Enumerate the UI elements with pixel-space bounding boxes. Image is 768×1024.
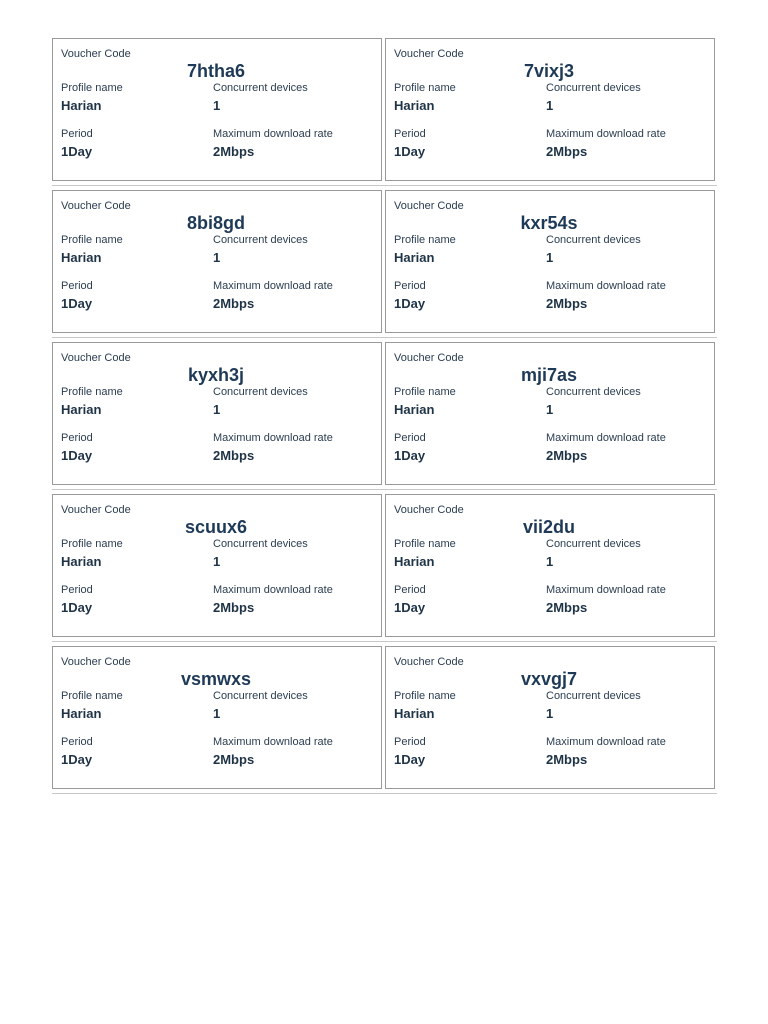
voucher-code-label: Voucher Code: [61, 200, 131, 212]
profile-name-value: Harian: [394, 98, 435, 113]
concurrent-devices-label: Concurrent devices: [546, 386, 641, 398]
voucher-code-label: Voucher Code: [61, 352, 131, 364]
voucher-code: 7htha6: [186, 61, 246, 81]
max-download-rate-value: 2Mbps: [546, 600, 588, 615]
period-label: Period: [394, 584, 426, 596]
profile-name-value: Harian: [394, 554, 435, 569]
voucher-code: vxvgj7: [520, 669, 578, 689]
voucher-code-label: Voucher Code: [394, 48, 464, 60]
voucher-code: kyxh3j: [187, 365, 245, 385]
voucher-card: [385, 646, 715, 789]
voucher-card: [385, 342, 715, 485]
max-download-rate-value: 2Mbps: [213, 448, 255, 463]
concurrent-devices-value: 1: [546, 98, 554, 113]
concurrent-devices-label: Concurrent devices: [213, 538, 308, 550]
voucher-row: [52, 342, 717, 490]
profile-name-value: Harian: [394, 706, 435, 721]
profile-name-label: Profile name: [394, 690, 456, 702]
concurrent-devices-label: Concurrent devices: [546, 538, 641, 550]
voucher-card: [385, 494, 715, 637]
voucher-row: [52, 646, 717, 794]
period-value: 1Day: [394, 600, 426, 615]
voucher-card: [385, 38, 715, 181]
profile-name-label: Profile name: [394, 234, 456, 246]
period-label: Period: [61, 736, 93, 748]
profile-name-label: Profile name: [394, 82, 456, 94]
profile-name-label: Profile name: [61, 538, 123, 550]
period-value: 1Day: [394, 448, 426, 463]
max-download-rate-value: 2Mbps: [213, 752, 255, 767]
profile-name-label: Profile name: [394, 538, 456, 550]
profile-name-value: Harian: [61, 554, 102, 569]
period-value: 1Day: [394, 752, 426, 767]
period-value: 1Day: [394, 296, 426, 311]
voucher-code: mji7as: [520, 365, 578, 385]
max-download-rate-value: 2Mbps: [213, 296, 255, 311]
voucher-code: kxr54s: [520, 213, 578, 233]
voucher-card: [52, 342, 382, 485]
period-label: Period: [394, 128, 426, 140]
voucher-sheet: [52, 38, 717, 798]
max-download-rate-label: Maximum download rate: [546, 736, 666, 748]
period-value: 1Day: [61, 752, 93, 767]
voucher-code: 7vixj3: [523, 61, 575, 81]
voucher-card: [52, 190, 382, 333]
concurrent-devices-value: 1: [213, 250, 221, 265]
voucher-row: [52, 494, 717, 642]
profile-name-value: Harian: [394, 250, 435, 265]
voucher-row: [52, 190, 717, 338]
concurrent-devices-label: Concurrent devices: [213, 234, 308, 246]
concurrent-devices-value: 1: [546, 554, 554, 569]
max-download-rate-value: 2Mbps: [546, 296, 588, 311]
voucher-code-label: Voucher Code: [394, 504, 464, 516]
profile-name-label: Profile name: [61, 690, 123, 702]
period-label: Period: [394, 280, 426, 292]
voucher-code-label: Voucher Code: [61, 48, 131, 60]
voucher-code-label: Voucher Code: [61, 504, 131, 516]
voucher-code-label: Voucher Code: [394, 352, 464, 364]
concurrent-devices-value: 1: [546, 250, 554, 265]
profile-name-value: Harian: [61, 250, 102, 265]
profile-name-value: Harian: [61, 402, 102, 417]
period-value: 1Day: [61, 296, 93, 311]
voucher-card: [52, 38, 382, 181]
period-label: Period: [394, 736, 426, 748]
voucher-card: [52, 646, 382, 789]
period-label: Period: [61, 280, 93, 292]
period-value: 1Day: [394, 144, 426, 159]
max-download-rate-label: Maximum download rate: [546, 432, 666, 444]
voucher-code-label: Voucher Code: [394, 200, 464, 212]
max-download-rate-value: 2Mbps: [546, 144, 588, 159]
concurrent-devices-value: 1: [213, 98, 221, 113]
period-label: Period: [394, 432, 426, 444]
voucher-code: scuux6: [184, 517, 248, 537]
max-download-rate-label: Maximum download rate: [213, 584, 333, 596]
max-download-rate-label: Maximum download rate: [546, 584, 666, 596]
voucher-code: vsmwxs: [180, 669, 252, 689]
max-download-rate-value: 2Mbps: [546, 752, 588, 767]
period-value: 1Day: [61, 448, 93, 463]
max-download-rate-label: Maximum download rate: [213, 128, 333, 140]
period-value: 1Day: [61, 600, 93, 615]
concurrent-devices-label: Concurrent devices: [213, 386, 308, 398]
concurrent-devices-label: Concurrent devices: [213, 690, 308, 702]
voucher-code-label: Voucher Code: [61, 656, 131, 668]
concurrent-devices-label: Concurrent devices: [546, 234, 641, 246]
profile-name-value: Harian: [61, 98, 102, 113]
max-download-rate-value: 2Mbps: [546, 448, 588, 463]
period-label: Period: [61, 432, 93, 444]
concurrent-devices-label: Concurrent devices: [213, 82, 308, 94]
max-download-rate-label: Maximum download rate: [213, 432, 333, 444]
max-download-rate-value: 2Mbps: [213, 600, 255, 615]
voucher-card: [52, 494, 382, 637]
profile-name-label: Profile name: [61, 234, 123, 246]
voucher-row: [52, 38, 717, 186]
max-download-rate-label: Maximum download rate: [213, 280, 333, 292]
concurrent-devices-value: 1: [213, 402, 221, 417]
max-download-rate-label: Maximum download rate: [213, 736, 333, 748]
voucher-code-label: Voucher Code: [394, 656, 464, 668]
max-download-rate-label: Maximum download rate: [546, 128, 666, 140]
profile-name-label: Profile name: [61, 82, 123, 94]
concurrent-devices-value: 1: [213, 554, 221, 569]
voucher-code: 8bi8gd: [186, 213, 246, 233]
max-download-rate-value: 2Mbps: [213, 144, 255, 159]
concurrent-devices-value: 1: [546, 706, 554, 721]
profile-name-value: Harian: [394, 402, 435, 417]
concurrent-devices-label: Concurrent devices: [546, 82, 641, 94]
profile-name-label: Profile name: [394, 386, 456, 398]
max-download-rate-label: Maximum download rate: [546, 280, 666, 292]
profile-name-value: Harian: [61, 706, 102, 721]
concurrent-devices-value: 1: [546, 402, 554, 417]
period-value: 1Day: [61, 144, 93, 159]
period-label: Period: [61, 128, 93, 140]
concurrent-devices-label: Concurrent devices: [546, 690, 641, 702]
voucher-code: vii2du: [522, 517, 576, 537]
profile-name-label: Profile name: [61, 386, 123, 398]
voucher-card: [385, 190, 715, 333]
concurrent-devices-value: 1: [213, 706, 221, 721]
period-label: Period: [61, 584, 93, 596]
